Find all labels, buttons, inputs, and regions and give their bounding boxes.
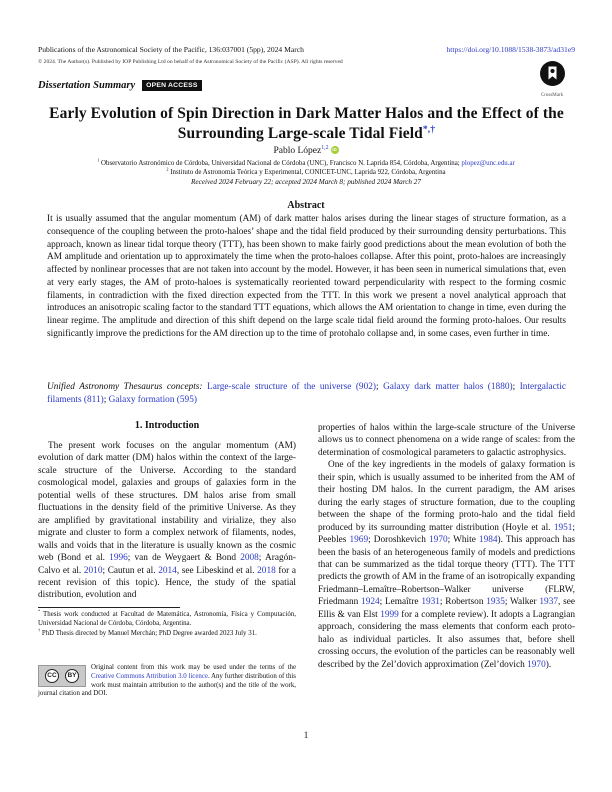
- inline-link[interactable]: 2010: [83, 565, 103, 576]
- doi-link[interactable]: https://doi.org/10.1088/1538-3873/ad31e9: [446, 45, 575, 54]
- text-segment: †: [38, 627, 41, 633]
- inline-link[interactable]: plopez@unc.edu.ar: [461, 160, 515, 167]
- text-segment: for a recent revision of this topic). Hence, the study of the spatial distribution, evolution and: [38, 565, 296, 601]
- crossmark-label: CrossMark: [540, 93, 564, 98]
- inline-link[interactable]: Galaxy formation (595): [108, 394, 197, 405]
- inline-link[interactable]: Galaxy dark matter halos (1880): [383, 382, 513, 392]
- inline-link[interactable]: *,†: [422, 123, 436, 135]
- text-segment: Original content from this work may be used under the terms of the: [91, 664, 296, 671]
- inline-link[interactable]: 1931: [421, 597, 440, 608]
- text-segment: ; Walker: [504, 597, 540, 608]
- inline-link[interactable]: 1970: [429, 535, 448, 546]
- intro-paragraph-right-2: [318, 459, 575, 671]
- text-segment: ; Lemaître: [379, 597, 422, 608]
- crossmark-icon: [539, 60, 566, 87]
- inline-link[interactable]: Large-scale structure of the universe (902): [207, 382, 376, 392]
- journal-citation: Publications of the Astronomical Society of the Pacific, 136:037001 (5pp), 2024 March: [38, 45, 304, 54]
- abstract-text: It is usually assumed that the angular momentum (AM) of dark matter halos arises during the linear stages of structure formation, as a consequence of the coupling between the proto-haloes’ shape and the tidal field produced by their surrounding density perturbations. This approach, known as linear tidal torque theory (TTT), has been shown to make fairly good predictions about the mean evolution of both the AM amplitude and orientation up to approximately the time when the proto-haloes collapse. After this point, proto-haloes are increasingly affected by nonlinear processes that are not taken into account by the model. However, it has been seen in numerical simulations that, even at very early stages, the AM of proto-haloes is systematically reoriented toward perpendicularity with respect to the forming cosmic filaments, in contradiction with the fixed direction expected from the TTT. In this work we present a novel analytical approach that introduces an anisotropic scaling factor to the standard TTT equations, which allows the AM orientation to change in time, even during the linear regime. The amplitude and direction of this shift depend on the large scale tidal field around the forming proto-haloes. Our results significantly improve the predictions for the AM direction up to the time of protohalo collapse and, in some cases, even further in time.: [47, 214, 566, 339]
- inline-link[interactable]: Intergalactic filaments (811): [47, 382, 566, 405]
- inline-link[interactable]: 1935: [486, 597, 505, 608]
- footnote-thesis: [38, 608, 296, 629]
- text-segment: ; van de Weygaert & Bond: [127, 553, 241, 564]
- inline-link[interactable]: 1970: [527, 659, 546, 670]
- author-name: [273, 146, 328, 156]
- footnote-advisor: [38, 627, 296, 639]
- text-segment: ; Doroshkevich: [368, 535, 430, 546]
- intro-paragraph-left: [38, 440, 296, 602]
- left-column: [38, 420, 296, 602]
- section-heading-introduction: 1. Introduction: [134, 420, 200, 431]
- license-block: [38, 664, 296, 699]
- text-segment: for a complete review). It adopts a Lagrangian approach, considering the mass elements that conform each proto-halo as individual particles. It also assumes that, before shell crossing occurs, the evolution of the particles can be reasonably well described by the Zel’dovich approximation (Zel’dovich: [318, 609, 575, 670]
- paper-title: [46, 104, 567, 144]
- history-dates: Received 2024 February 22; accepted 2024 March 8; published 2024 March 27: [190, 178, 421, 186]
- intro-paragraph-right-1: [318, 422, 575, 459]
- text-segment: *: [38, 608, 41, 614]
- text-segment: ; Robertson: [439, 597, 487, 608]
- cc-icon: CC: [45, 669, 59, 683]
- inline-link[interactable]: 1984: [478, 535, 498, 546]
- text-segment: ;: [375, 382, 384, 392]
- text-segment: ;: [512, 382, 520, 392]
- text-segment: ; White: [447, 535, 479, 546]
- cc-by-badge[interactable]: [38, 665, 86, 687]
- inline-link[interactable]: 1937: [539, 597, 558, 608]
- page-header: [38, 45, 575, 54]
- text-segment: Early Evolution of Spin Direction in Dark Matter Halos and the Effect of the Surrounding Large-scale Tidal Field: [49, 105, 564, 142]
- text-segment: ; Aragón-Calvo et al.: [38, 553, 297, 576]
- text-segment: Pablo López: [273, 146, 322, 156]
- inline-link[interactable]: 1996: [109, 553, 128, 564]
- text-segment: ).: [545, 659, 552, 670]
- text-segment: properties of halos within the large-scale structure of the Universe allows us to connect phenomena on a wide range of scales: from the determination of cosmological parameters to galactic astrophysics.: [318, 423, 575, 458]
- text-segment: ). This approach has been the basis of an heterogeneous family of models and predictions that can be summarized as the tidal torque theory (TTT). The TTT predicts the growth of AM in the frame of an isotropically expanding Friedmann–Lemaître–Robertson–Walker universe (FLRW, Friedmann: [318, 535, 576, 608]
- affiliation-2: [20, 168, 592, 177]
- text-segment: 2: [166, 166, 169, 172]
- abstract-heading: Abstract: [287, 200, 325, 211]
- text-segment: Instituto de Astronomía Teórica y Experimental, CONICET-UNC, Laprida 922, Córdoba, Argentina: [168, 169, 446, 176]
- text-segment: ;: [103, 394, 109, 405]
- thesaurus-concepts: [47, 381, 566, 407]
- author-line: [0, 146, 612, 156]
- text-segment: The present work focuses on the angular momentum (AM) evolution of dark matter (DM) halos within the context of the large-scale structure of the Universe. According to the standard cosmological model, galaxies and groups of galaxies form in the potential wells of these structures. DM halos arise from small fluctuations in the density field of the primitive Universe. As they are amplified by gravitational instability and virialize, they also migrate and cluster to form a complex network of filaments, nodes, walls and voids that in the literature is usually known as the cosmic web (Bond et al.: [38, 441, 296, 564]
- inline-link[interactable]: 2014: [158, 565, 177, 576]
- cc-by-icon: BY: [65, 669, 79, 683]
- affiliation-1: [20, 159, 592, 168]
- article-type-label: Dissertation Summary: [38, 80, 136, 91]
- page-number: 1: [303, 730, 309, 740]
- orcid-icon[interactable]: iD: [332, 147, 337, 152]
- inline-link[interactable]: 1,2: [321, 144, 329, 151]
- text-segment: Unified Astronomy Thesaurus concepts:: [47, 382, 208, 392]
- footnote-block: [38, 607, 296, 639]
- affiliations: [20, 159, 592, 177]
- inline-link[interactable]: 1951: [553, 522, 573, 533]
- article-type-line: [38, 80, 202, 91]
- text-segment: , see Ellis & van Elst: [318, 597, 575, 620]
- text-segment: ; Cautun et al.: [102, 565, 159, 576]
- text-segment: Thesis work conducted at Facultad de Matemática, Astronomía, Física y Computación, Universidad Nacional de Córdoba, Córdoba, Argentina.: [38, 611, 296, 627]
- inline-link[interactable]: 1999: [380, 609, 399, 620]
- crossmark-button[interactable]: [532, 60, 572, 98]
- right-column: [318, 422, 575, 671]
- text-segment: 1: [97, 157, 100, 163]
- text-segment: One of the key ingredients in the models of galaxy formation is their spin, which is usually assumed to be inherited from the AM of their hosting DM halos. In the current paradigm, the AM arises during the early stages of structure formation, due to the coupling between the shape of the forming proto-halo and the tidal field produced by its surrounding matter distribution (Hoyle et al.: [318, 460, 575, 533]
- inline-link[interactable]: 2008: [240, 553, 259, 564]
- footnote-divider: [38, 607, 180, 608]
- text-segment: . Any further distribution of this work must maintain attribution to the author(s) and the title of the work, journal citation and DOI.: [38, 672, 296, 698]
- inline-link[interactable]: 2018: [257, 565, 276, 576]
- text-segment: PhD Thesis directed by Manuel Merchán; PhD Degree awarded 2023 July 31.: [40, 629, 257, 637]
- copyright-line: © 2024. The Author(s). Published by IOP Publishing Ltd on behalf of the Astronomical Society of the Pacific (ASP). All rights reserved: [38, 59, 343, 65]
- text-segment: ; Peebles: [318, 522, 575, 546]
- inline-link[interactable]: 1924: [361, 597, 380, 608]
- inline-link[interactable]: 1969: [349, 535, 369, 546]
- text-segment: Observatorio Astronómico de Córdoba, Universidad Nacional de Córdoba (UNC), Francisco N. Laprida 854, Córdoba, Argentina;: [99, 160, 462, 167]
- open-access-badge: OPEN ACCESS: [142, 80, 201, 91]
- text-segment: , see Libeskind et al.: [176, 565, 258, 576]
- inline-link[interactable]: Creative Commons Attribution 3.0 licence: [91, 672, 208, 680]
